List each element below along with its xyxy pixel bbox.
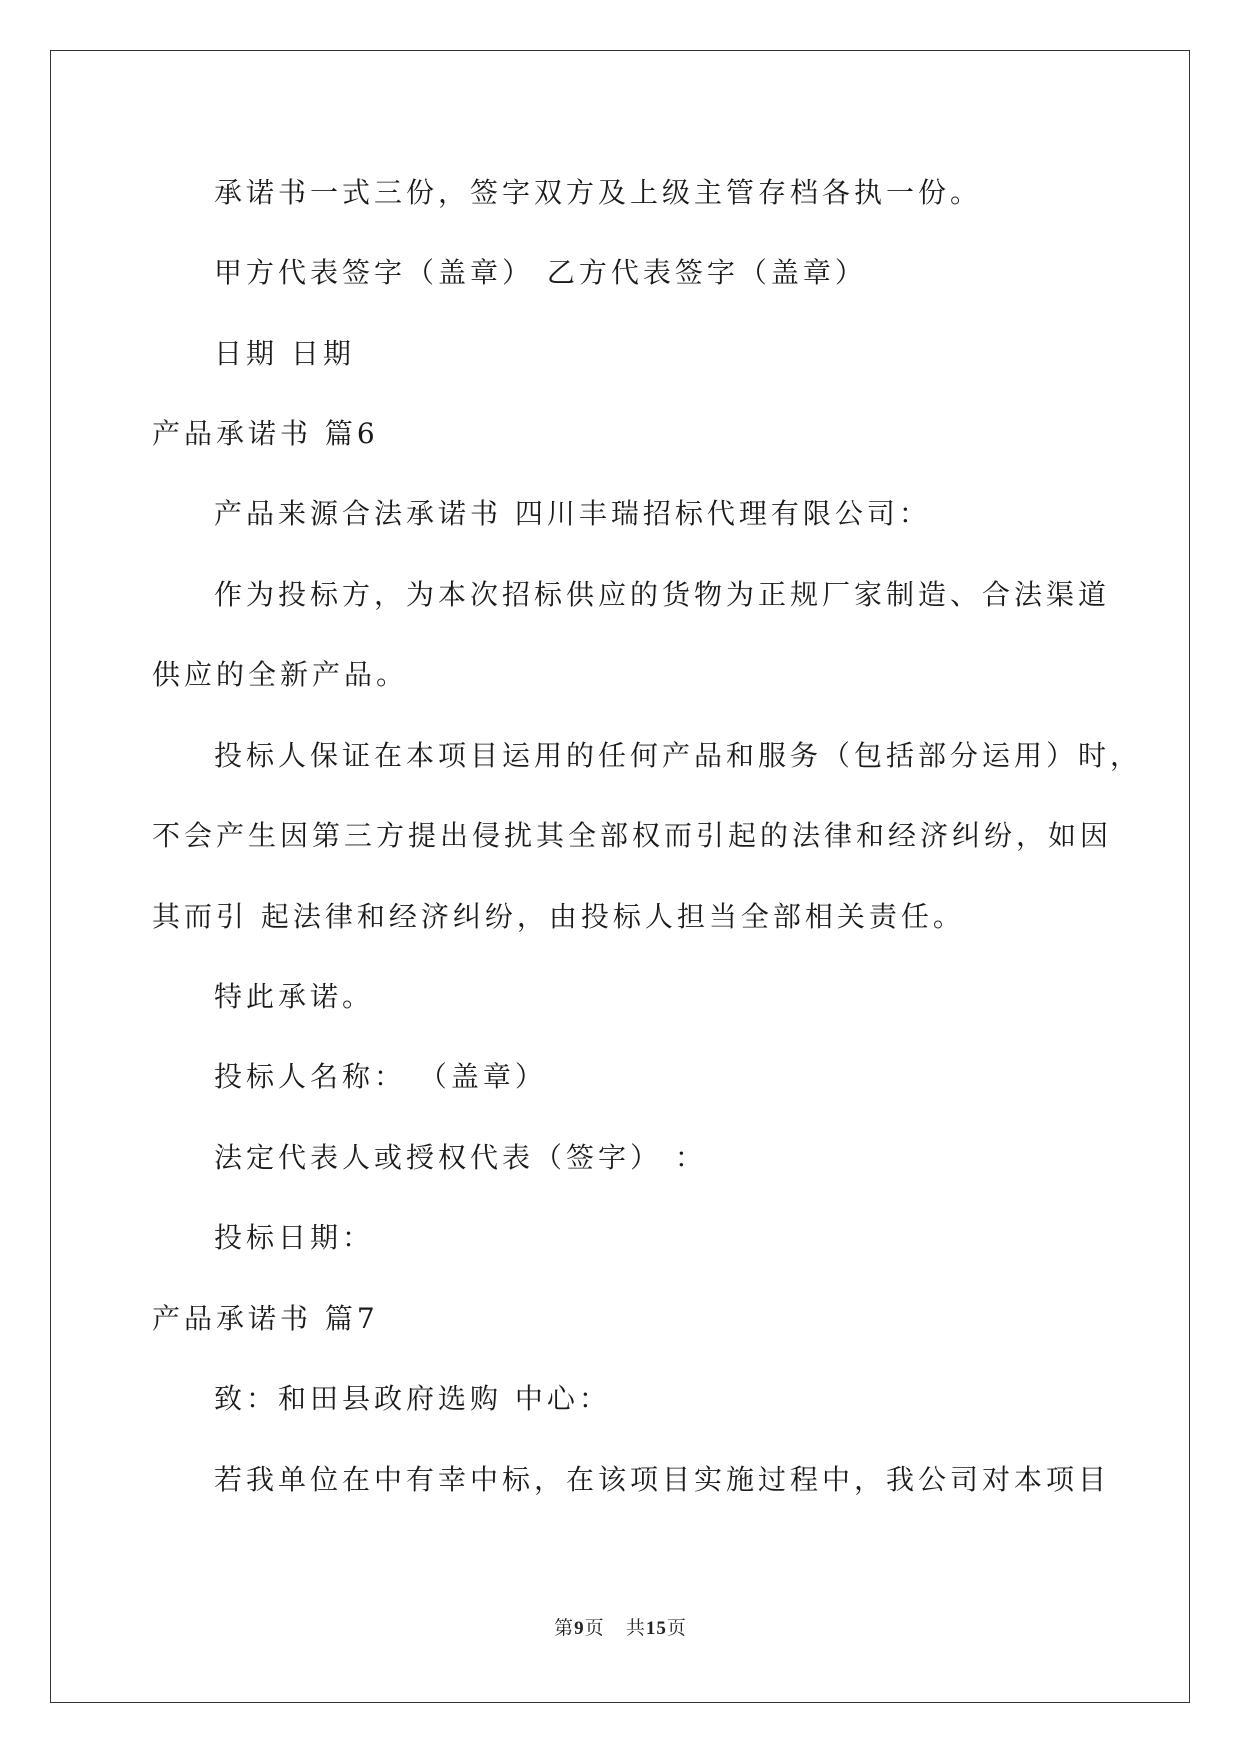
footer-total-pages: 15 <box>645 1618 667 1639</box>
text-line-addressee: 产品来源合法承诺书 四川丰瑞招标代理有限公司： <box>214 497 931 530</box>
text-line-paragraph-2a: 投标人保证在本项目运用的任何产品和服务（包括部分运用）时， <box>214 739 1143 772</box>
text-line-hereby: 特此承诺。 <box>214 980 375 1013</box>
text-line-bidder-name: 投标人名称： （盖章） <box>214 1060 547 1093</box>
text-line-paragraph-1b: 供应的全新产品。 <box>152 658 409 691</box>
text-line-paragraph-1a: 作为投标方，为本次招标供应的货物为正规厂家制造、合法渠道 <box>214 578 1111 611</box>
section-heading-6: 产品承诺书 篇6 <box>152 417 379 450</box>
text-line-paragraph-3: 若我单位在中有幸中标，在该项目实施过程中，我公司对本项目 <box>214 1463 1111 1496</box>
footer-total-suffix: 页 <box>666 1617 687 1639</box>
text-line-to: 致：和田县政府选购 中心： <box>214 1382 611 1415</box>
text-line-bid-date: 投标日期： <box>214 1221 375 1254</box>
text-line-dates: 日期 日期 <box>214 337 355 370</box>
page-footer <box>0 1617 1241 1640</box>
footer-page-suffix: 页 <box>584 1617 605 1639</box>
text-line-representative: 法定代表人或授权代表（签字） ： <box>214 1141 707 1174</box>
footer-page-number: 9 <box>574 1618 585 1639</box>
text-line-paragraph-2b: 不会产生因第三方提出侵扰其全部权而引起的法律和经济纠纷，如因 <box>152 819 1113 852</box>
footer-prefix: 第 <box>554 1617 575 1639</box>
text-line-paragraph-2c: 其而引 起法律和经济纠纷，由投标人担当全部相关责任。 <box>152 900 965 933</box>
text-line-copies: 承诺书一式三份，签字双方及上级主管存档各执一份。 <box>214 176 983 209</box>
page-frame <box>50 50 1190 1703</box>
section-heading-7: 产品承诺书 篇7 <box>152 1302 379 1335</box>
footer-total-prefix: 共 <box>625 1617 646 1639</box>
text-line-signatures: 甲方代表签字（盖章） 乙方代表签字（盖章） <box>214 256 867 289</box>
